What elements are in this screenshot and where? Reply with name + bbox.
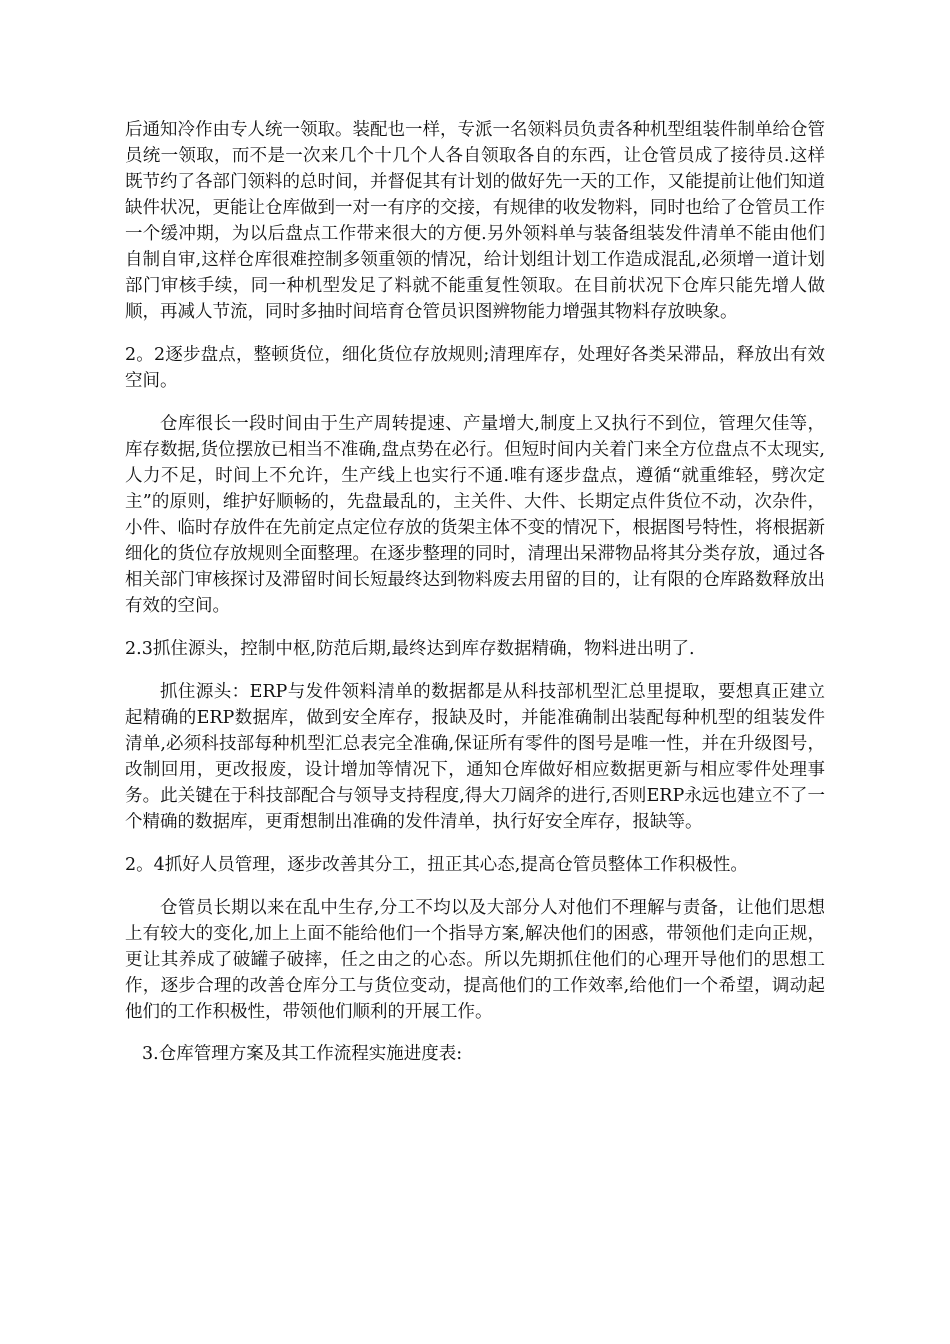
paragraph-stocktaking: 仓库很长一段时间由于生产周转提速、产量增大,制度上又执行不到位，管理欠佳等，库存数据,货位摆放已相当不准确,盘点势在必行。但短时间内关着门来全方位盘点不太现实,人力不足，时间上不允许，生产线上也实行不通.唯有逐步盘点，遵循“就重维轻，劈次定主”的原则，维护好顺畅的，先盘最乱的，主关件、大件、长期定点件货位不动，次杂件，小件、临时存放件在先前定点定位存放的货架主体不变的情况下，根据图号特性，将根据新细化的货位存放规则全面整理。在逐步整理的同时，清理出呆滞物品将其分类存放，通过各相关部门审核探讨及滞留时间长短最终达到物料废去用留的目的，让有限的仓库路数释放出有效的空间。 <box>125 414 825 616</box>
section-heading-2-3: 2.3抓住源头，控制中枢,防范后期,最终达到库存数据精确，物料进出明了. <box>125 639 695 659</box>
document-body <box>125 117 825 1067</box>
paragraph-erp-source: 抓住源头：ERP与发件领料清单的数据都是从科技部机型汇总里提取，要想真正建立起精确的ERP数据库，做到安全库存，报缺及时，并能准确制出装配每种机型的组装发件清单,必须科技部每种机型汇总表完全准确,保证所有零件的图号是唯一性，并在升级图号，改制回用，更改报废，设计增加等情况下，通知仓库做好相应数据更新与相应零件处理事务。此关键在于科技部配合与领导支持程度,得大刀阔斧的进行,否则ERP永远也建立不了一个精确的数据库，更甭想制出准确的发件清单，执行好安全库存，报缺等。 <box>125 682 825 832</box>
section-heading-3: 3.仓库管理方案及其工作流程实施进度表: <box>142 1044 463 1064</box>
section-heading-2-4: 2。4抓好人员管理，逐步改善其分工，扭正其心态,提高仓管员整体工作积极性。 <box>125 855 748 875</box>
section-heading-2-2: 2。2逐步盘点，整顿货位，细化货位存放规则;清理库存，处理好各类呆滞品，释放出有效空间。 <box>125 345 825 391</box>
paragraph-staff-management: 仓管员长期以来在乱中生存,分工不均以及大部分人对他们不理解与责备，让他们思想上有较大的变化,加上上面不能给他们一个指导方案,解决他们的困惑，带领他们走向正规，更让其养成了破罐子破摔，任之由之的心态。所以先期抓住他们的心理开导他们的思想工作，逐步合理的改善仓库分工与货位变动，提高他们的工作效率,给他们一个希望，调动起他们的工作积极性，带领他们顺利的开展工作。 <box>125 898 825 1022</box>
paragraph-receiving-procedure: 后通知冷作由专人统一领取。装配也一样，专派一名领料员负责各种机型组装件制单给仓管员统一领取，而不是一次来几个十几个人各自领取各自的东西，让仓管员成了接待员.这样既节约了各部门领料的总时间，并督促其有计划的做好先一天的工作，又能提前让他们知道缺件状况，更能让仓库做到一对一有序的交接，有规律的收发物料，同时也给了仓管员工作一个缓冲期，为以后盘点工作带来很大的方便.另外领料单与装备组装发件清单不能由他们自制自审,这样仓库很难控制多领重领的情况，给计划组计划工作造成混乱,必须增一道计划部门审核手续，同一种机型发足了料就不能重复性领取。在目前状况下仓库只能先增人做顺，再减人节流，同时多抽时间培育仓管员识图辨物能力增强其物料存放映象。 <box>125 120 825 322</box>
